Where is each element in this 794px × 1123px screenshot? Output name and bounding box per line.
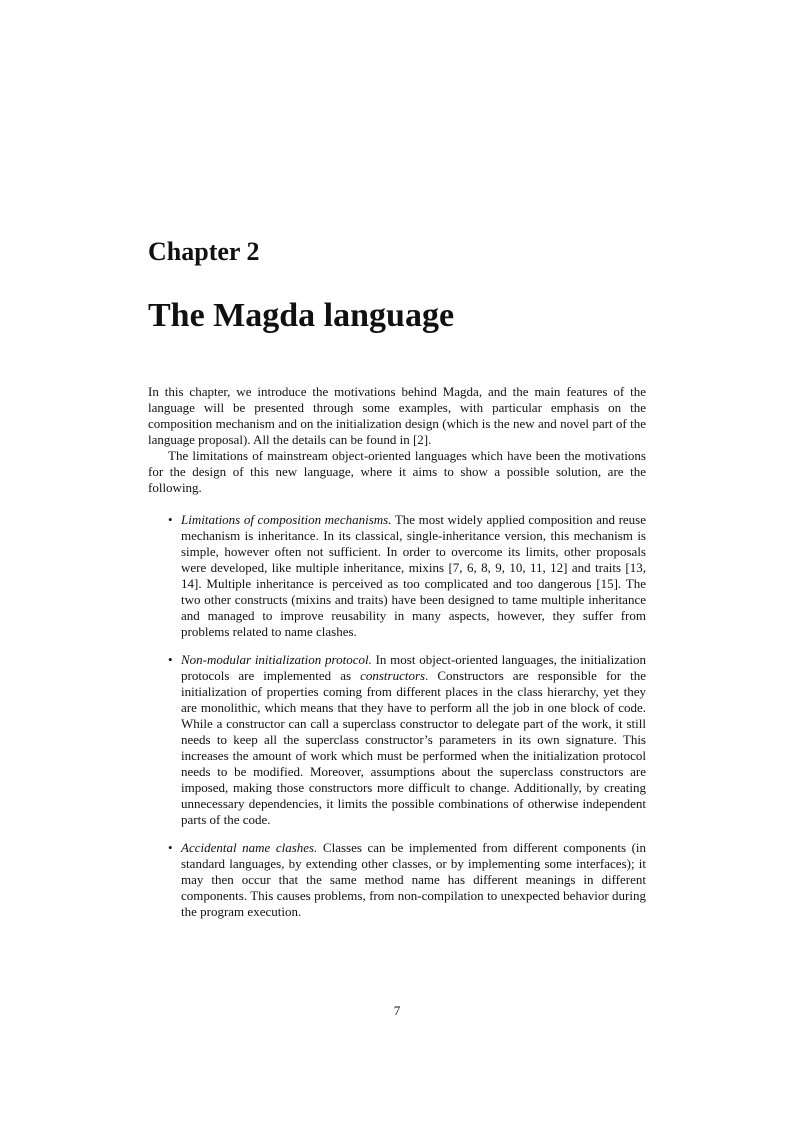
intro-paragraph-1: In this chapter, we introduce the motivations behind Magda, and the main features of the language will be presented through some examples, with particular emphasis on the composition mechanism and on the initialization design (which is the new and novel part of the language proposal). All the details can be found in [2]. bbox=[148, 384, 646, 447]
list-item bbox=[148, 840, 646, 920]
chapter-title: The Magda language bbox=[148, 297, 455, 334]
intro-paragraph-2: The limitations of mainstream object-oriented languages which have been the motivations for the design of this new language, where it aims to show a possible solution, are the following. bbox=[148, 448, 646, 495]
list-item bbox=[148, 512, 646, 640]
list-item-text: Classes can be implemented from different components (in standard languages, by extending other classes, or by implementing some interfaces); it may then occur that the same method name has different meanings in different components. This causes problems, from non-compilation to unexpected behavior during the program execution. bbox=[181, 840, 647, 919]
list-item-heading: Non-modular initialization protocol. bbox=[181, 652, 372, 667]
list-item-text: . Constructors are responsible for the initialization of properties coming from different places in the class hierarchy, yet they are monolithic, which means that they have to perform all the job in one block of code. While a constructor can call a superclass constructor to delegate part of the work, it still needs to keep all the superclass constructor’s parameters in its own signature. This increases the amount of work which must be performed when the initialization protocol needs to be modified. Moreover, assumptions about the superclass constructors are imposed, making those constructors more difficult to change. Additionally, by creating unnecessary dependencies, it limits the possible combinations of otherwise independent parts of the code. bbox=[181, 668, 647, 827]
bullet-icon: • bbox=[168, 512, 173, 527]
list-item-heading: Limitations of composition mechanisms. bbox=[181, 512, 392, 527]
chapter-label: Chapter 2 bbox=[148, 237, 260, 266]
list-item-text: The most widely applied composition and reuse mechanism is inheritance. In its classical, single-inheritance version, this mechanism is simple, however often not sufficient. In order to overcome its limits, other proposals were developed, like multiple inheritance, mixins [7, 6, 8, 9, 10, 11, 12] and traits [13, 14]. Multiple inheritance is perceived as too complicated and too dangerous [15]. The two other constructs (mixins and traits) have been designed to tame multiple inheritance and managed to improve reusability in many aspects, however, they suffer from problems related to name clashes. bbox=[181, 512, 646, 639]
chapter-body bbox=[148, 384, 646, 932]
list-item-heading: Accidental name clashes. bbox=[181, 840, 318, 855]
list-item bbox=[148, 652, 646, 828]
limitations-list bbox=[148, 512, 646, 920]
bullet-icon: • bbox=[168, 840, 173, 855]
bullet-icon: • bbox=[168, 652, 173, 667]
page-number: 7 bbox=[393, 1003, 401, 1018]
list-item-emphasis: constructors bbox=[360, 668, 426, 683]
list-item-text: In most object-oriented languages, the initialization protocols are implemented as bbox=[181, 652, 646, 683]
